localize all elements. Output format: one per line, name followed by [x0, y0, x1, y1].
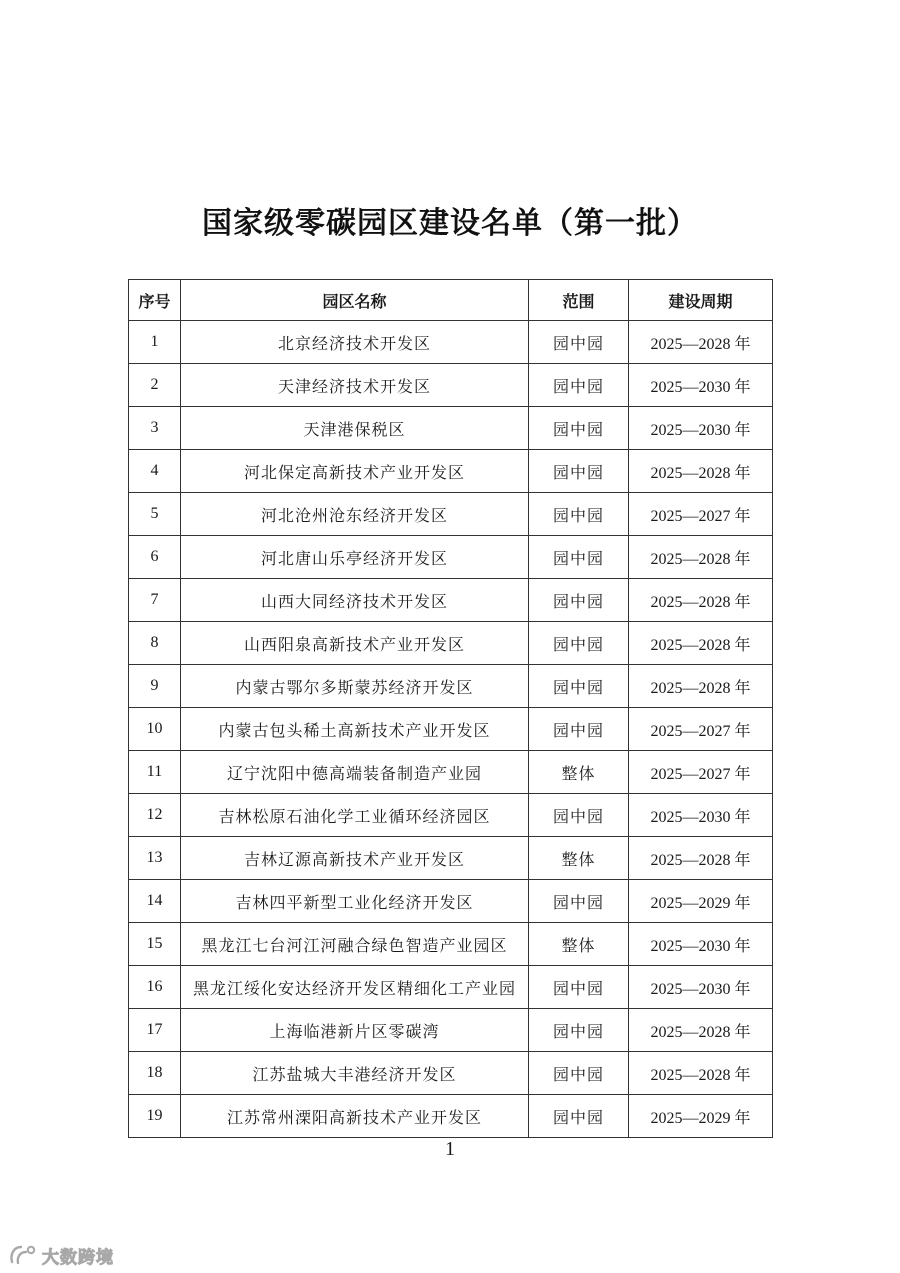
table-row — [129, 450, 773, 493]
cell-park-name: 江苏常州溧阳高新技术产业开发区 — [181, 1095, 529, 1138]
cell-index: 13 — [129, 837, 181, 880]
cell-period: 2025—2030 年 — [629, 794, 773, 837]
cell-index: 1 — [129, 321, 181, 364]
cell-scope: 园中园 — [529, 1095, 629, 1138]
cell-index: 8 — [129, 622, 181, 665]
cell-scope: 园中园 — [529, 321, 629, 364]
table-row — [129, 622, 773, 665]
cell-index: 7 — [129, 579, 181, 622]
cell-scope: 园中园 — [529, 794, 629, 837]
cell-period: 2025—2028 年 — [629, 665, 773, 708]
cell-scope: 园中园 — [529, 966, 629, 1009]
table-row — [129, 493, 773, 536]
table-row — [129, 837, 773, 880]
cell-period: 2025—2028 年 — [629, 536, 773, 579]
cell-index: 19 — [129, 1095, 181, 1138]
table-row — [129, 1052, 773, 1095]
cell-scope: 整体 — [529, 923, 629, 966]
header-name: 园区名称 — [181, 280, 529, 321]
cell-scope: 园中园 — [529, 579, 629, 622]
cell-park-name: 黑龙江绥化安达经济开发区精细化工产业园 — [181, 966, 529, 1009]
cell-period: 2025—2027 年 — [629, 493, 773, 536]
cell-scope: 园中园 — [529, 1009, 629, 1052]
cell-scope: 园中园 — [529, 665, 629, 708]
document-title: 国家级零碳园区建设名单（第一批） — [202, 206, 698, 241]
header-scope: 范围 — [529, 280, 629, 321]
cell-park-name: 山西大同经济技术开发区 — [181, 579, 529, 622]
cell-period: 2025—2030 年 — [629, 923, 773, 966]
watermark-text: 大数跨境 — [42, 1247, 114, 1268]
cell-period: 2025—2030 年 — [629, 364, 773, 407]
cell-park-name: 江苏盐城大丰港经济开发区 — [181, 1052, 529, 1095]
cell-period: 2025—2028 年 — [629, 1009, 773, 1052]
cell-index: 15 — [129, 923, 181, 966]
cell-period: 2025—2028 年 — [629, 579, 773, 622]
cell-scope: 园中园 — [529, 1052, 629, 1095]
cell-park-name: 上海临港新片区零碳湾 — [181, 1009, 529, 1052]
cell-scope: 园中园 — [529, 364, 629, 407]
cell-park-name: 山西阳泉高新技术产业开发区 — [181, 622, 529, 665]
park-list-table — [128, 279, 773, 1138]
cell-park-name: 黑龙江七台河江河融合绿色智造产业园区 — [181, 923, 529, 966]
cell-park-name: 河北保定高新技术产业开发区 — [181, 450, 529, 493]
cell-period: 2025—2028 年 — [629, 837, 773, 880]
cell-scope: 园中园 — [529, 536, 629, 579]
cell-period: 2025—2027 年 — [629, 751, 773, 794]
cell-park-name: 河北唐山乐亭经济开发区 — [181, 536, 529, 579]
cell-park-name: 天津港保税区 — [181, 407, 529, 450]
cell-period: 2025—2029 年 — [629, 1095, 773, 1138]
cell-index: 2 — [129, 364, 181, 407]
table-row — [129, 751, 773, 794]
cell-index: 12 — [129, 794, 181, 837]
cell-scope: 整体 — [529, 837, 629, 880]
cell-park-name: 吉林四平新型工业化经济开发区 — [181, 880, 529, 923]
cell-park-name: 内蒙古鄂尔多斯蒙苏经济开发区 — [181, 665, 529, 708]
cell-index: 16 — [129, 966, 181, 1009]
cell-index: 5 — [129, 493, 181, 536]
header-index: 序号 — [129, 280, 181, 321]
cell-park-name: 河北沧州沧东经济开发区 — [181, 493, 529, 536]
watermark — [8, 1242, 114, 1268]
cell-park-name: 辽宁沈阳中德高端装备制造产业园 — [181, 751, 529, 794]
cell-park-name: 天津经济技术开发区 — [181, 364, 529, 407]
table-row — [129, 321, 773, 364]
cell-scope: 园中园 — [529, 708, 629, 751]
cell-period: 2025—2029 年 — [629, 880, 773, 923]
cell-scope: 园中园 — [529, 450, 629, 493]
cell-scope: 园中园 — [529, 407, 629, 450]
cell-index: 4 — [129, 450, 181, 493]
cell-scope: 整体 — [529, 751, 629, 794]
table-header-row — [129, 280, 773, 321]
header-period: 建设周期 — [629, 280, 773, 321]
table-body — [129, 321, 773, 1138]
cell-period: 2025—2028 年 — [629, 622, 773, 665]
cell-scope: 园中园 — [529, 880, 629, 923]
table-row — [129, 579, 773, 622]
table-row — [129, 407, 773, 450]
cell-index: 3 — [129, 407, 181, 450]
table-row — [129, 708, 773, 751]
table-row — [129, 880, 773, 923]
cell-index: 14 — [129, 880, 181, 923]
cell-period: 2025—2030 年 — [629, 407, 773, 450]
table-row — [129, 794, 773, 837]
table-row — [129, 364, 773, 407]
cell-index: 18 — [129, 1052, 181, 1095]
cell-scope: 园中园 — [529, 493, 629, 536]
cell-park-name: 内蒙古包头稀土高新技术产业开发区 — [181, 708, 529, 751]
cell-period: 2025—2028 年 — [629, 321, 773, 364]
cell-index: 9 — [129, 665, 181, 708]
table-row — [129, 923, 773, 966]
table-row — [129, 966, 773, 1009]
cell-scope: 园中园 — [529, 622, 629, 665]
cell-period: 2025—2028 年 — [629, 450, 773, 493]
cell-index: 11 — [129, 751, 181, 794]
table-row — [129, 1095, 773, 1138]
cell-park-name: 吉林辽源高新技术产业开发区 — [181, 837, 529, 880]
cell-park-name: 吉林松原石油化学工业循环经济园区 — [181, 794, 529, 837]
table-row — [129, 665, 773, 708]
cell-index: 6 — [129, 536, 181, 579]
page-number: 1 — [445, 1138, 455, 1160]
table-row — [129, 1009, 773, 1052]
brand-logo-icon — [8, 1244, 38, 1266]
cell-index: 10 — [129, 708, 181, 751]
cell-period: 2025—2028 年 — [629, 1052, 773, 1095]
cell-index: 17 — [129, 1009, 181, 1052]
table-row — [129, 536, 773, 579]
cell-park-name: 北京经济技术开发区 — [181, 321, 529, 364]
cell-period: 2025—2027 年 — [629, 708, 773, 751]
cell-period: 2025—2030 年 — [629, 966, 773, 1009]
